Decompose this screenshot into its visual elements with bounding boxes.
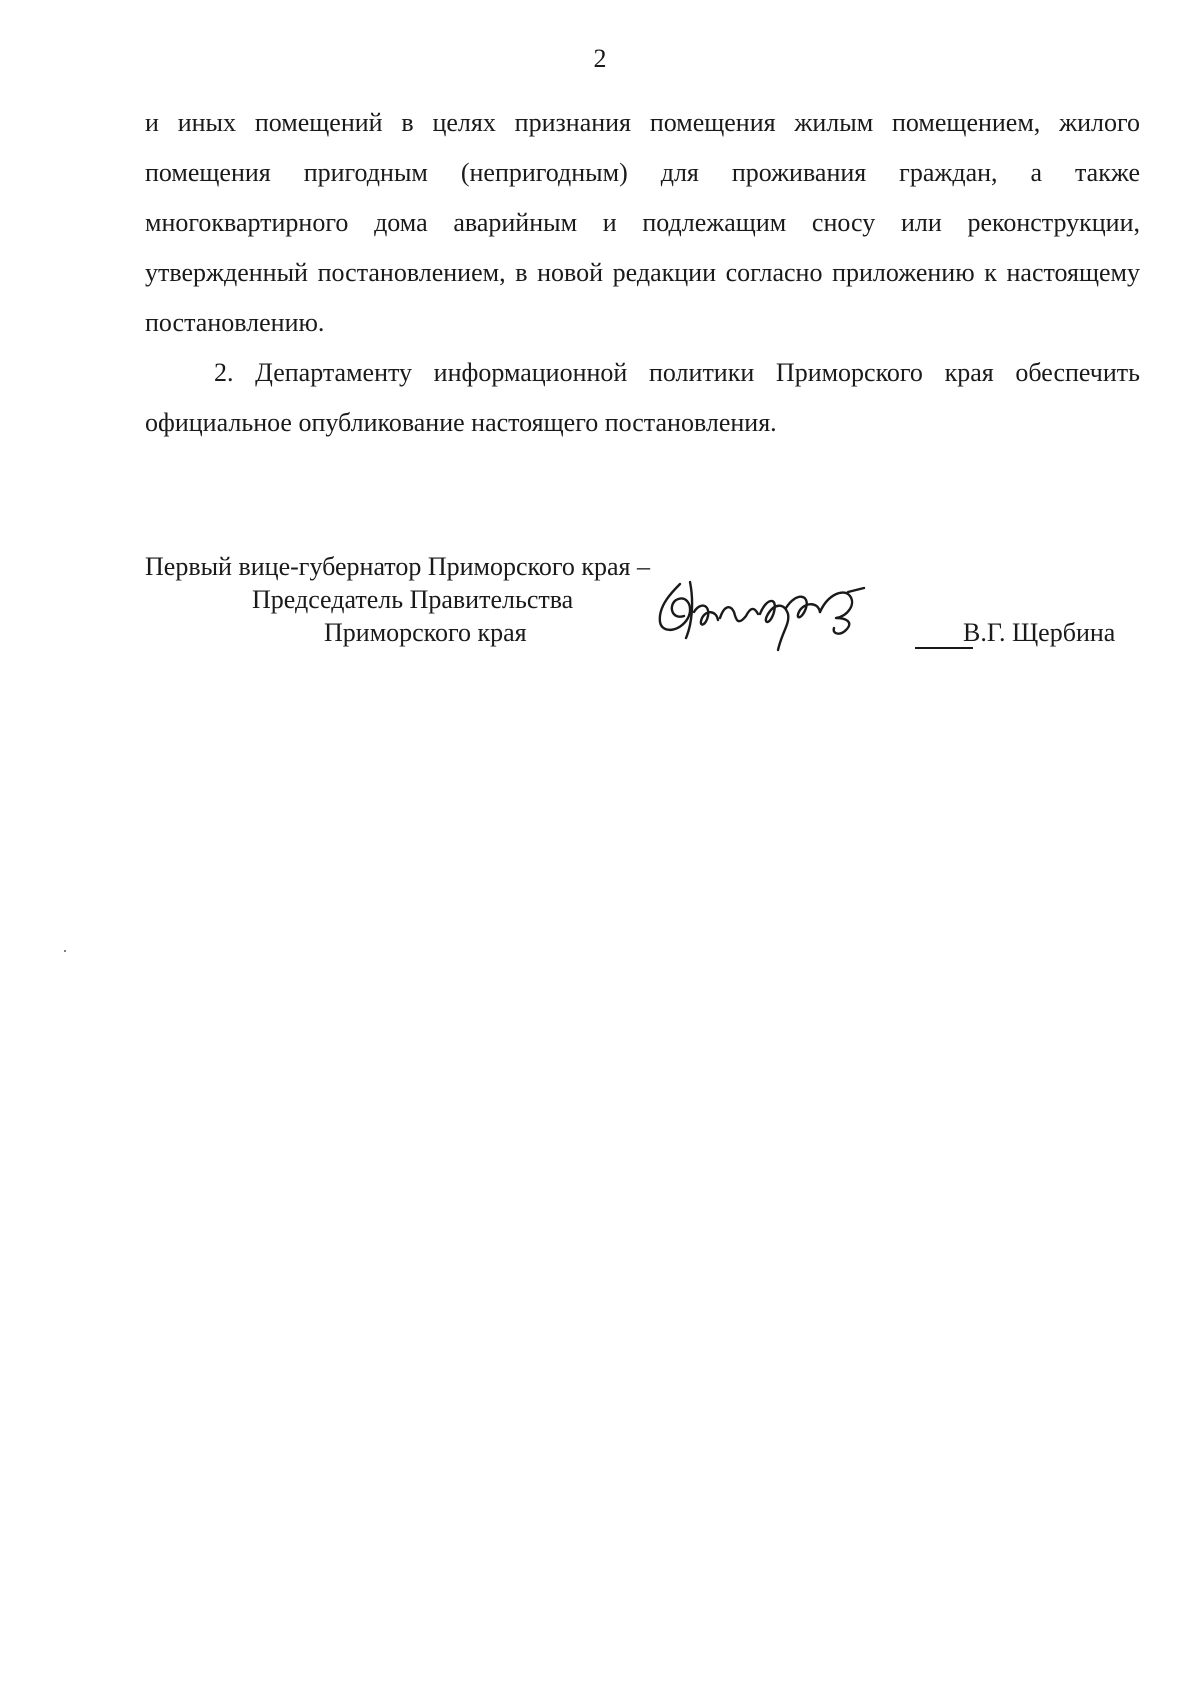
document-body <box>145 98 1140 448</box>
paragraph-numbered-2: 2. Департаменту информационной политики Приморского края обеспечить официальное опубликование настоящего постановления. <box>145 358 1140 437</box>
paragraph-continued: и иных помещений в целях признания помещения жилым помещением, жилого помещения пригодным (непригодным) для проживания граждан, а также многоквартирного дома аварийным и подлежащим сносу или реконструкции, утвержденный постановлением, в новой редакции согласно приложению к настоящему постановлению. <box>145 108 1140 337</box>
scan-artifact-dot <box>64 950 66 952</box>
signatory-title-line-2: Председатель Правительства <box>252 585 574 614</box>
signature-block <box>145 550 1140 660</box>
signatory-title-line-3: Приморского края <box>324 618 527 647</box>
handwritten-signature <box>650 572 910 662</box>
page-number: 2 <box>593 44 607 73</box>
signatory-title-line-1: Первый вице-губернатор Приморского края – <box>145 552 650 581</box>
signatory-name: В.Г. Щербина <box>963 618 1116 647</box>
